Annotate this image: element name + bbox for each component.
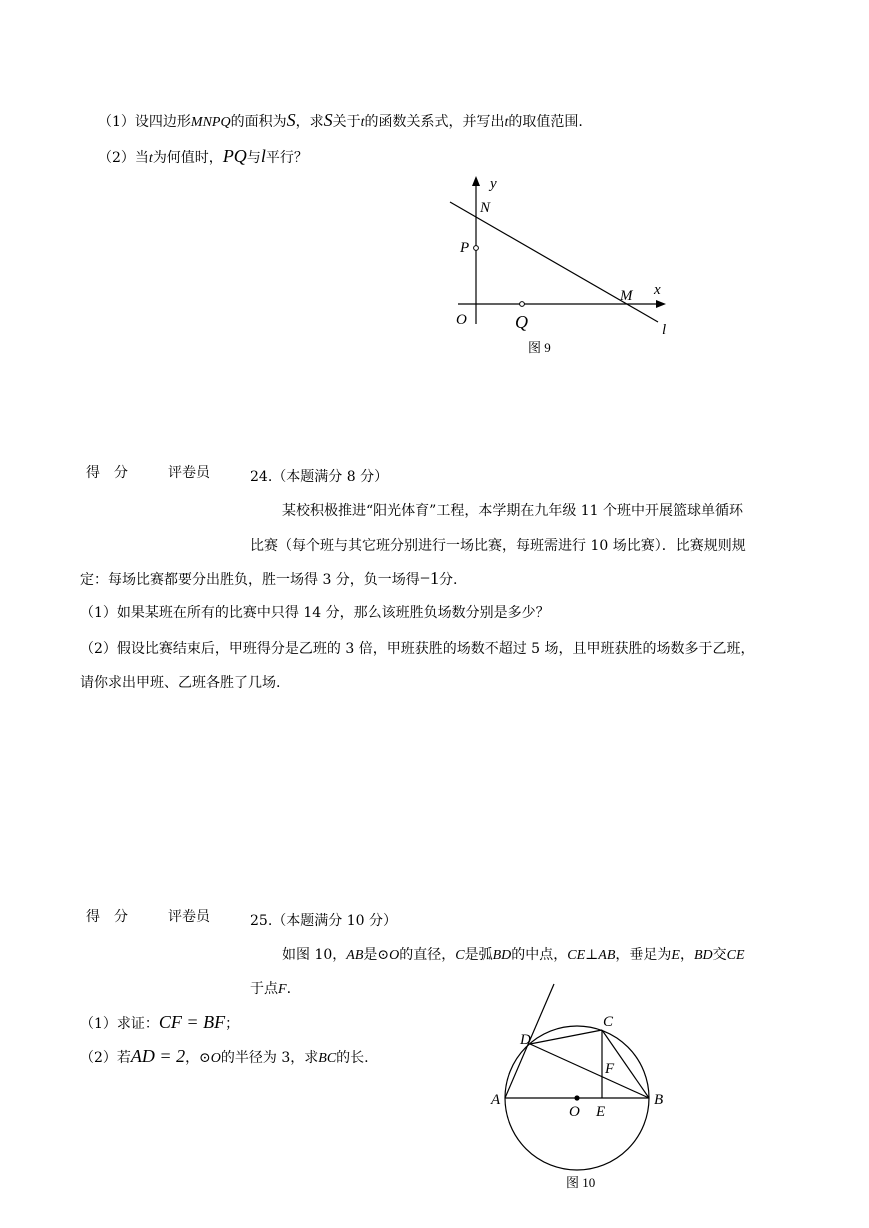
q24-line3-neg: −1	[419, 568, 439, 588]
fig9-label-P: P	[460, 240, 470, 256]
q25-line2	[250, 978, 291, 998]
q25-line1-C: C	[455, 948, 465, 963]
q25-part1-prefix: （1）求证：	[80, 1016, 159, 1032]
fig9-label-x: x	[654, 282, 661, 298]
fig9-caption: 图 9	[528, 340, 551, 355]
q25-line2-p2: .	[286, 981, 292, 997]
q23-part1-mid1: 的面积为	[230, 114, 287, 130]
fig9-label-M: M	[620, 288, 633, 304]
q23-part1-S1: S	[286, 110, 296, 130]
q25-part2-eq: AD = 2	[130, 1046, 186, 1066]
q24-line2: 比赛（每个班与其它班分别进行一场比赛，每班需进行 10 场比赛）．比赛规则规	[250, 538, 746, 554]
q23-part1	[98, 110, 583, 131]
fig10-label-A: A	[491, 1092, 501, 1108]
q25-line1-CEAB: CE⊥AB	[567, 948, 616, 963]
fig9-label-Q: Q	[515, 312, 528, 332]
q23-part2-with: 与	[246, 150, 261, 166]
fig10-label-E: E	[596, 1104, 606, 1120]
q24-line3-a: 定：每场比赛都要分出胜负，胜一场得 3 分，负一场得	[80, 572, 420, 588]
q25-part2-prefix: （2）若	[80, 1050, 131, 1066]
fig9-label-y: y	[490, 176, 497, 192]
q24-part2-b: 请你求出甲班、乙班各胜了几场.	[80, 675, 281, 691]
q23-part1-t1: t	[360, 115, 365, 130]
fig10-label-F: F	[605, 1061, 615, 1077]
q23-part2-prefix: （2）当	[98, 150, 149, 166]
fig10-chord-DC	[530, 1030, 602, 1044]
q25-line1-p3: 的直径，	[399, 947, 456, 963]
q25-line1-E: E	[671, 948, 680, 963]
fig10-label-C: C	[603, 1014, 614, 1030]
q25-line1-CE: CE	[726, 948, 745, 963]
q25-line1-O: O	[389, 948, 400, 963]
q25-part1-eq: CF = BF	[158, 1012, 226, 1032]
q25-score-label: 得 分	[86, 909, 128, 925]
fig9-point-P	[474, 246, 479, 251]
fig9-label-N: N	[480, 200, 491, 216]
q23-part2	[98, 146, 308, 167]
fig10-chord-DB	[530, 1044, 649, 1098]
q23-part1-t2: t	[504, 115, 509, 130]
q25-line1-p4: 是弧	[464, 947, 493, 963]
q23-part1-S2: S	[323, 110, 333, 130]
figure-10	[480, 978, 680, 1198]
q24-line3-c: 分.	[438, 572, 458, 588]
q23-part2-PQ: PQ	[222, 146, 247, 166]
q25-line1-p5: 的中点，	[511, 947, 568, 963]
q25-line1	[282, 944, 745, 964]
q25-part2-suffix: 的长.	[336, 1050, 369, 1066]
q25-line1-p1: 如图 10，	[282, 947, 347, 963]
q23-part2-t: t	[148, 151, 153, 166]
q23-part1-suffix: 的取值范围.	[508, 114, 583, 130]
q24-line3	[80, 568, 457, 589]
fig10-caption: 图 10	[566, 1175, 596, 1190]
q25-part1-suffix: ；	[225, 1016, 240, 1032]
fig10-label-O: O	[569, 1104, 580, 1120]
q25-line2-F: F	[278, 982, 287, 997]
q23-part1-prefix: （1）设四边形	[98, 114, 191, 130]
q23-part1-mid2: ，求	[295, 114, 324, 130]
q23-part1-mid4: 的函数关系式，并写出	[364, 114, 505, 130]
q25-part2-mid: ，⊙	[185, 1050, 211, 1066]
q25-part1	[80, 1012, 239, 1033]
fig9-label-O: O	[456, 312, 467, 328]
figure-9	[440, 170, 680, 360]
q24-score-label: 得 分	[86, 465, 128, 481]
q25-line1-BD: BD	[492, 948, 512, 963]
q25-part2-O: O	[210, 1051, 221, 1066]
q25-line2-p1: 于点	[250, 981, 278, 997]
q25-line1-p2: 是⊙	[363, 947, 390, 963]
fig9-x-arrow	[656, 300, 666, 308]
fig9-y-arrow	[472, 176, 480, 186]
q24-header: 24.（本题满分 8 分）	[250, 469, 389, 485]
fig9-point-Q	[520, 302, 525, 307]
fig9-label-l: l	[662, 322, 667, 338]
q25-grader-label: 评卷员	[168, 909, 210, 925]
q23-part2-suffix: 平行？	[265, 150, 308, 166]
q25-part2	[80, 1046, 369, 1067]
q23-part2-mid: 为何值时，	[152, 150, 223, 166]
q25-part2-mid2: 的半径为 3，求	[220, 1050, 319, 1066]
fig10-label-B: B	[654, 1092, 664, 1108]
q24-line1: 某校积极推进“阳光体育”工程，本学期在九年级 11 个班中开展篮球单循环	[282, 503, 744, 519]
fig10-label-D: D	[520, 1032, 531, 1048]
q24-grader-label: 评卷员	[168, 465, 210, 481]
q25-line1-BD2: BD	[693, 948, 713, 963]
q25-line1-p8: 交	[712, 947, 727, 963]
q25-line1-p7: ，	[679, 947, 694, 963]
q25-line1-AB: AB	[346, 948, 364, 963]
q23-part1-shape: MNPQ	[190, 115, 231, 130]
q24-part2-a: （2）假设比赛结束后，甲班得分是乙班的 3 倍，甲班获胜的场数不超过 5 场，且甲班获胜的场数多于乙班，	[80, 641, 755, 657]
q24-part1: （1）如果某班在所有的比赛中只得 14 分，那么该班胜负场数分别是多少？	[80, 605, 550, 621]
q23-part2-l: l	[260, 146, 266, 166]
fig10-center-dot	[574, 1095, 579, 1100]
q25-line1-p6: ，垂足为	[615, 947, 672, 963]
q25-part2-BC: BC	[318, 1051, 337, 1066]
q25-header: 25.（本题满分 10 分）	[250, 913, 397, 929]
q23-part1-mid3: 关于	[332, 114, 361, 130]
